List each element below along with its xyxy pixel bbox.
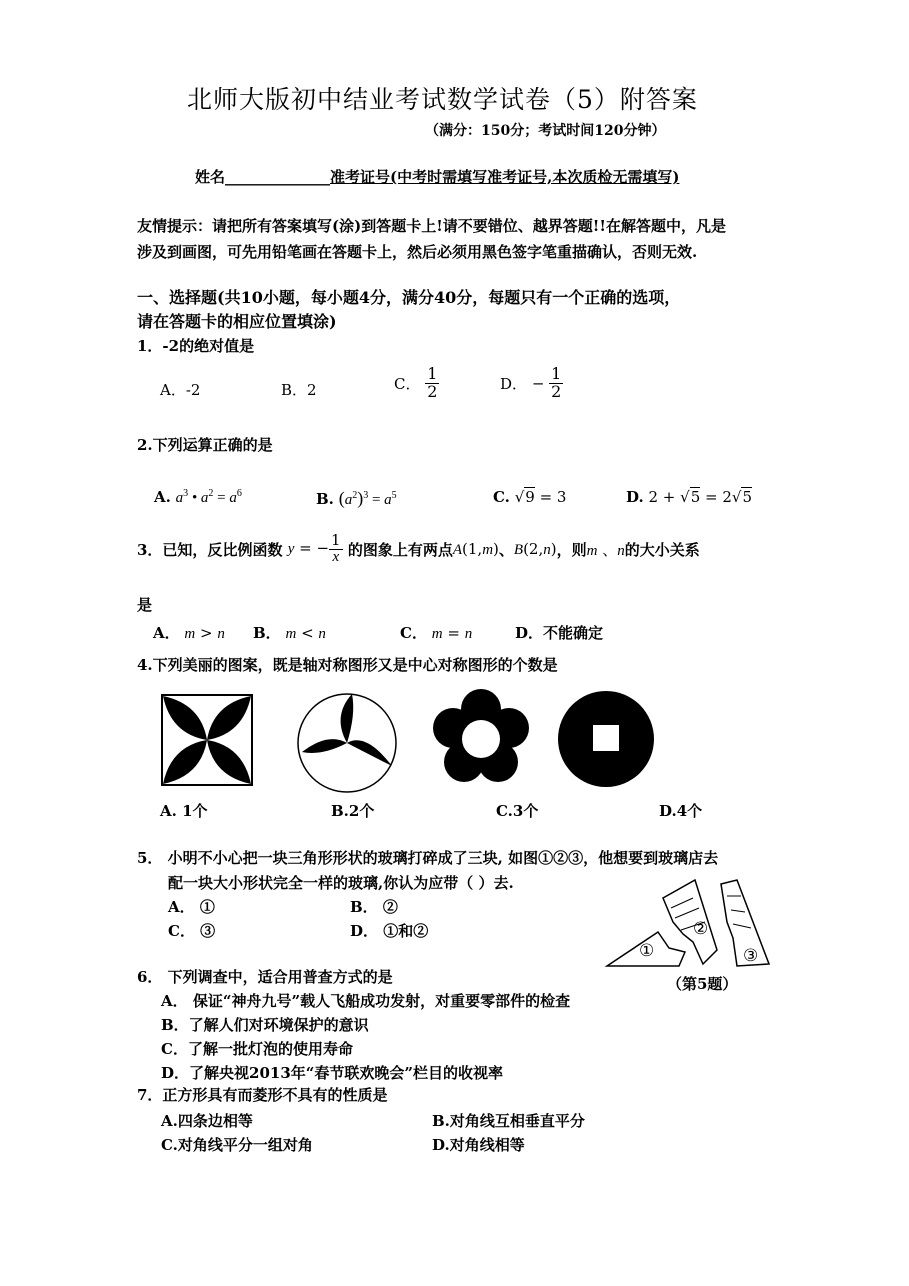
q3-stem-pre: 3．已知，反比例函数	[137, 540, 283, 559]
q4-option-c: C.3个	[496, 802, 539, 820]
q3-stem	[137, 533, 700, 566]
q3-option-d: D．不能确定	[515, 624, 604, 642]
q4-option-b: B.2个	[331, 802, 375, 820]
page-title: 北师大版初中结业考试数学试卷（5）附答案	[187, 85, 698, 114]
q6-option-a: A． 保证“神舟九号”载人飞船成功发射，对重要零部件的检查	[161, 992, 571, 1010]
q2-option-d	[626, 488, 752, 506]
pattern-square-petals	[161, 694, 253, 786]
q7-option-d: D.对角线相等	[432, 1136, 525, 1154]
q3-sep: 、	[498, 540, 514, 559]
q4-option-a: A. 1个	[160, 802, 208, 820]
q4-stem: 4.下列美丽的图案，既是轴对称图形又是中心对称图形的个数是	[137, 656, 558, 674]
q6-option-b: B．了解人们对环境保护的意识	[161, 1016, 369, 1034]
q3-option-b: B． m < n	[253, 624, 326, 642]
notice-line-1: 友情提示：请把所有答案填写(涂)到答题卡上!请不要错位、越界答题!!在解答题中，凡是	[137, 217, 726, 235]
notice-line-2: 涉及到画图，可先用铅笔画在答题卡上，然后必须用黑色签字笔重描确认，否则无效.	[137, 243, 698, 261]
q5-stem-line-2: 配一块大小形状完全一样的玻璃,你认为应带（ ）去.	[168, 874, 514, 892]
q1-stem: 1．-2的绝对值是	[137, 337, 255, 355]
q3-option-a-label: A．	[153, 624, 180, 642]
q1-option-d-label: D．	[500, 374, 528, 393]
q3-stem-continued: 是	[137, 596, 153, 614]
negative-sign: −	[531, 374, 545, 393]
fraction-numerator: 1	[427, 364, 438, 383]
q2-option-b	[316, 488, 397, 509]
q2-option-a-label: A.	[154, 488, 171, 506]
q3-stem-mid: 的图象上有两点	[347, 540, 453, 559]
q3-function: y = − $\frac{1}{x}$	[287, 531, 341, 565]
formula-a: $a^3$ • $a^2 = a^6$	[175, 488, 242, 506]
q2-stem: 2.下列运算正确的是	[137, 436, 273, 454]
name-label: 姓名	[195, 168, 226, 186]
q7-stem: 7．正方形具有而菱形不具有的性质是	[137, 1086, 388, 1104]
pattern-coin	[557, 690, 655, 788]
glass-piece-2-label: ②	[693, 919, 709, 939]
fraction-numerator: 1	[551, 364, 562, 383]
q5-option-d: D． ①和②	[350, 922, 429, 940]
q2-option-c	[493, 488, 566, 506]
q7-option-a: A.四条边相等	[161, 1112, 253, 1130]
fraction-denominator: 2	[427, 381, 438, 401]
q6-stem: 6． 下列调查中，适合用普查方式的是	[137, 968, 393, 986]
q1-option-c	[394, 366, 439, 401]
q1-option-d-fraction	[549, 366, 563, 401]
q1-option-c-fraction	[425, 366, 439, 401]
figure-caption: （第5题）	[667, 975, 738, 993]
q6-option-d: D．了解央视2013年“春节联欢晚会”栏目的收视率	[161, 1064, 504, 1082]
q3-stem-end: 的大小关系	[624, 540, 700, 559]
q3-point-b: B(2,n)	[513, 539, 557, 558]
q1-option-d	[500, 366, 563, 401]
q5-stem-line-1: 5． 小明不小心把一块三角形形状的玻璃打碎成了三块, 如图①②③，他想要到玻璃店去	[137, 849, 719, 867]
q2-option-c-label: C.	[493, 488, 510, 506]
q5-option-b: B． ②	[350, 898, 398, 916]
exam-info: （满分：150分；考试时间120分钟）	[425, 123, 666, 139]
name-line	[195, 166, 679, 187]
q5-option-a: A． ①	[168, 898, 215, 916]
q2-option-b-label: B.	[316, 490, 334, 508]
pattern-circle-three-blades	[296, 692, 398, 794]
q3-vars: m 、n	[586, 540, 625, 559]
section-heading-line-2: 请在答题卡的相应位置填涂)	[137, 312, 337, 331]
q3-option-c-label: C．	[400, 624, 427, 642]
q7-option-b: B.对角线互相垂直平分	[432, 1112, 585, 1130]
q1-option-c-label: C．	[394, 374, 421, 393]
fraction-denominator: 2	[551, 381, 562, 401]
glass-piece-3-label: ③	[743, 946, 759, 966]
q2-option-d-label: D.	[626, 488, 644, 506]
formula-c: √9 = 3	[514, 488, 567, 506]
pattern-flower	[432, 690, 530, 788]
q2-option-a	[154, 488, 242, 507]
q1-option-a: A．-2	[160, 381, 201, 399]
glass-piece-2	[663, 880, 717, 964]
q3-stem-post: ，则	[556, 540, 587, 559]
q6-option-c: C．了解一批灯泡的使用寿命	[161, 1040, 353, 1058]
q1-option-b: B．2	[281, 381, 317, 399]
q3-point-a: A(1,m)	[452, 539, 499, 558]
glass-piece-1-label: ①	[639, 941, 655, 961]
formula-b: $(a^2)^3 = a^5$	[338, 488, 397, 508]
q7-option-c: C.对角线平分一组对角	[161, 1136, 313, 1154]
section-heading-line-1: 一、选择题(共10小题，每小题4分，满分40分，每题只有一个正确的选项，	[137, 288, 681, 307]
q3-option-b-label: B．	[253, 624, 281, 642]
q4-option-d: D.4个	[659, 802, 703, 820]
q5-option-c: C． ③	[168, 922, 216, 940]
q3-option-a: A． m > n	[153, 624, 225, 642]
name-blank: ______________	[225, 168, 331, 186]
ticket-label: 准考证号(中考时需填写准考证号,本次质检无需填写)	[330, 168, 680, 186]
formula-d: 2 + √5 = 2√5	[648, 488, 753, 506]
q3-option-c: C． m = n	[400, 624, 473, 642]
